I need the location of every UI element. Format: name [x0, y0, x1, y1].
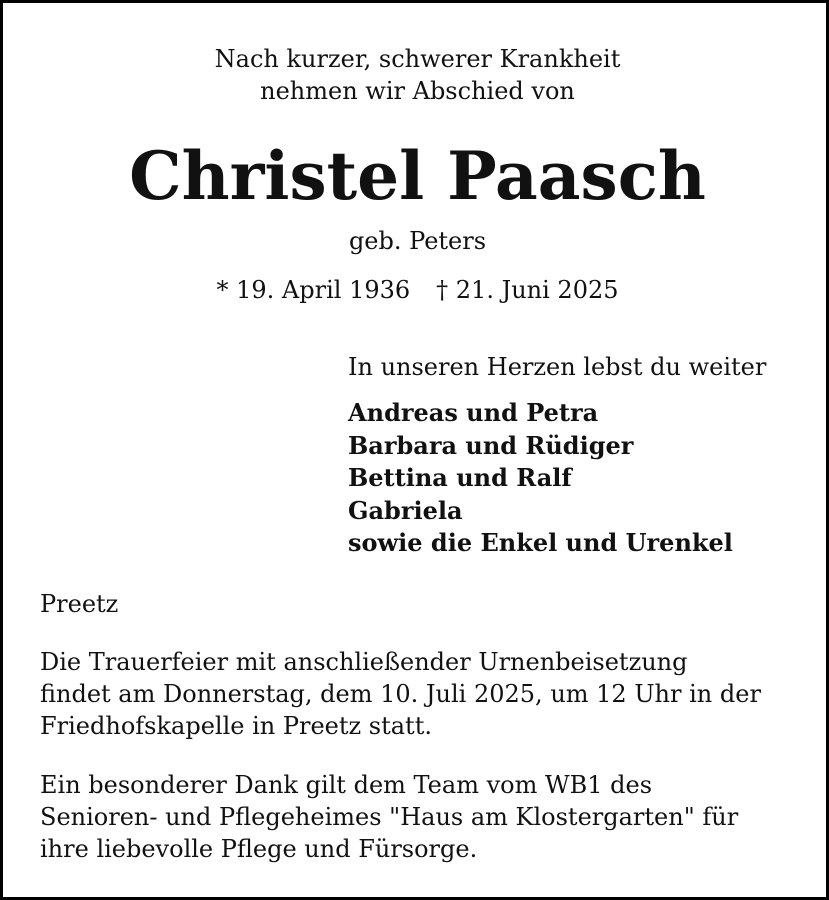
life-dates: [3, 274, 829, 306]
death-date: † 21. Juni 2025: [436, 276, 619, 304]
mourner-entry: Barbara und Rüdiger: [348, 430, 634, 460]
intro-line: nehmen wir Abschied von: [260, 77, 575, 105]
paragraph-line: ihre liebevolle Pflege und Fürsorge.: [40, 835, 478, 863]
birth-name: geb. Peters: [348, 227, 487, 255]
place: Preetz: [40, 590, 119, 618]
mourners-list: [348, 397, 733, 560]
intro-text: [3, 43, 829, 107]
mourner-entry: Andreas und Petra: [348, 398, 599, 427]
ceremony-paragraph: [40, 646, 761, 742]
mourner-entry: Bettina und Ralf: [348, 463, 572, 492]
deceased-name: Christel Paasch: [129, 137, 706, 215]
mourner-entry: Gabriela: [348, 495, 463, 525]
paragraph-line: Friedhofskapelle in Preetz statt.: [40, 712, 432, 740]
intro-line: Nach kurzer, schwerer Krankheit: [214, 45, 621, 73]
motto: In unseren Herzen lebst du weiter: [348, 353, 767, 381]
paragraph-line: Die Trauerfeier mit anschließender Urnenbeisetzung: [40, 648, 688, 676]
paragraph-line: Ein besonderer Dank gilt dem Team vom WB1 des: [40, 771, 653, 799]
paragraph-line: findet am Donnerstag, dem 10. Juli 2025, um 12 Uhr in der: [40, 680, 761, 708]
mourner-entry: sowie die Enkel und Urenkel: [348, 528, 733, 557]
paragraph-line: Senioren- und Pflegeheimes "Haus am Klostergarten" für: [40, 803, 739, 831]
birth-date: * 19. April 1936: [216, 276, 411, 304]
thanks-paragraph: [40, 769, 738, 865]
